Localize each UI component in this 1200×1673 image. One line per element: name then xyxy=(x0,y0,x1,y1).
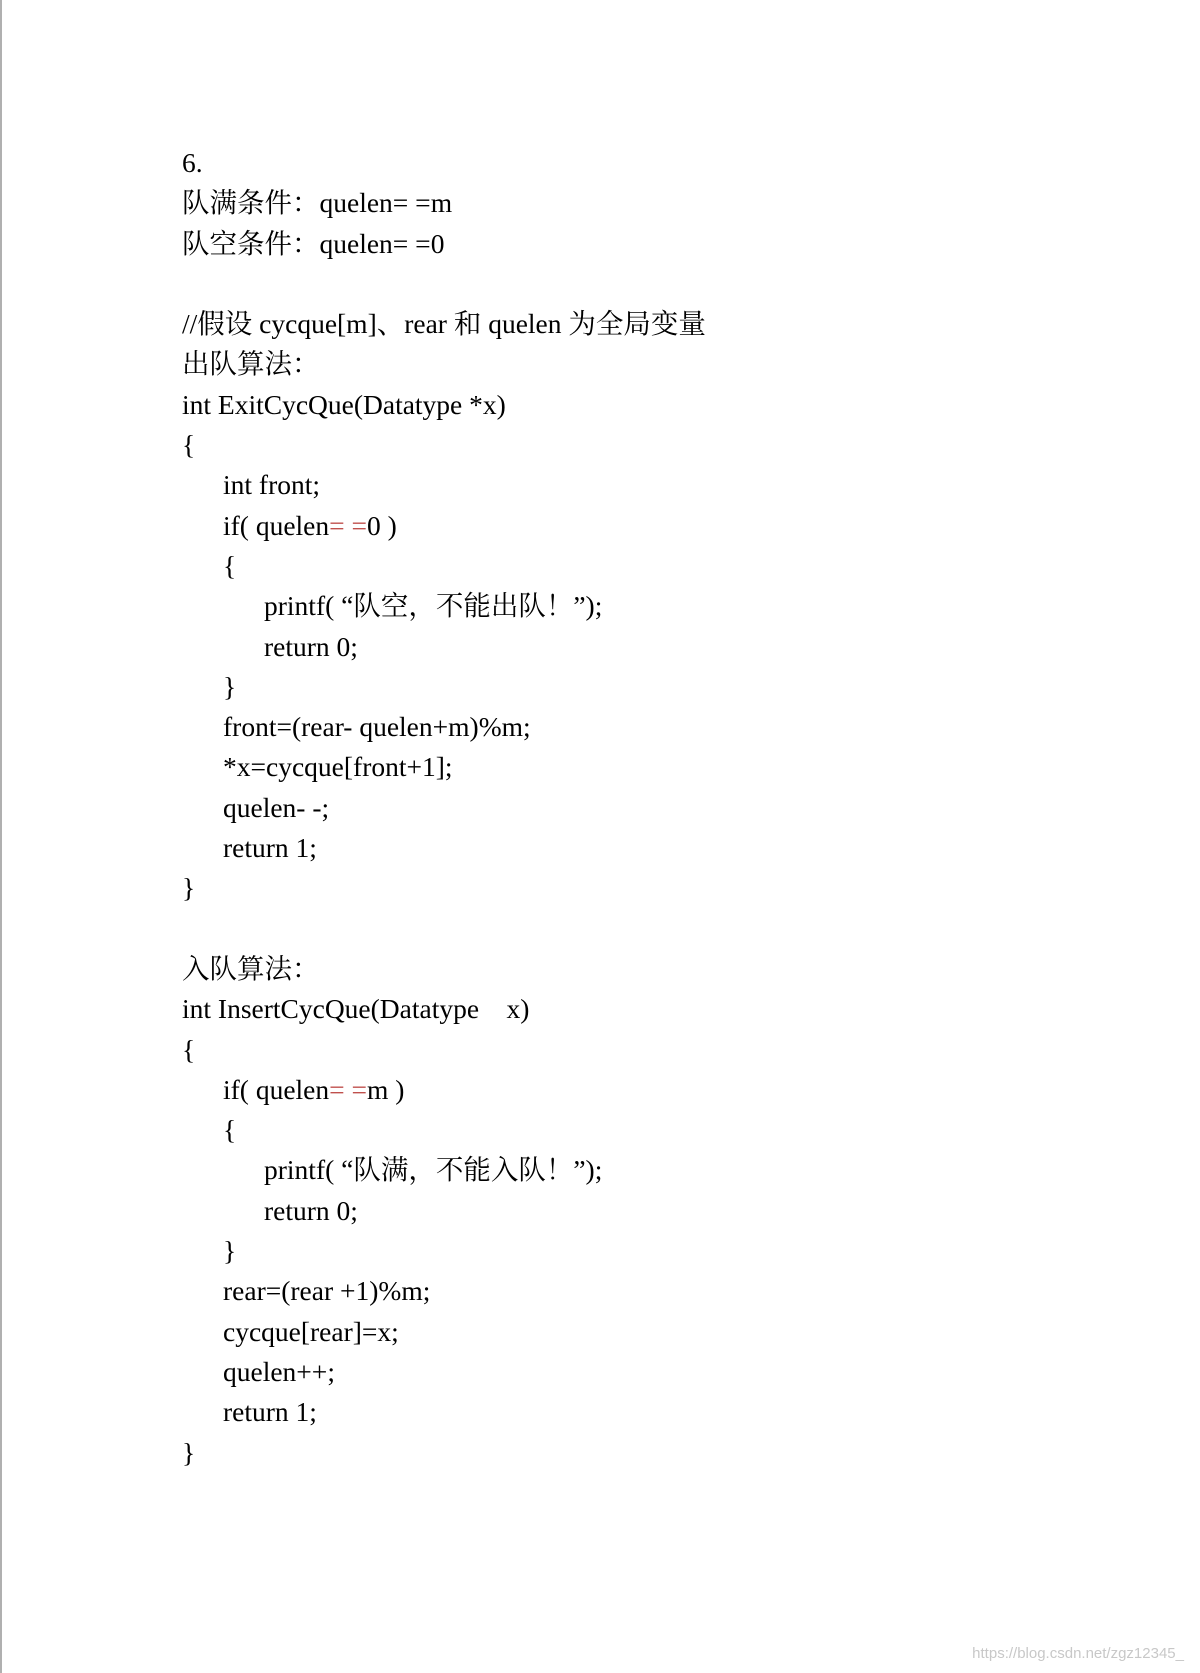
blank-line xyxy=(182,264,1142,304)
dequeue-if-close-brace: } xyxy=(223,670,237,702)
document-page xyxy=(182,143,1142,1473)
blank-line xyxy=(182,909,1142,949)
enqueue-error-return: return 0; xyxy=(264,1194,358,1226)
dequeue-close-brace: } xyxy=(182,872,196,904)
if-condition-tail: 0 ) xyxy=(367,509,397,541)
enqueue-close-brace: } xyxy=(182,1436,196,1468)
enqueue-if-open-brace: { xyxy=(223,1114,237,1146)
if-condition-head: if( quelen xyxy=(223,1073,330,1105)
dequeue-declaration: int front; xyxy=(223,469,321,501)
dequeue-error-print: printf( “队空，不能出队！”); xyxy=(264,590,603,622)
source-watermark: https://blog.csdn.net/zgz12345_ xyxy=(972,1645,1184,1662)
dequeue-length-update: quelen- -; xyxy=(223,791,330,823)
dequeue-if-statement xyxy=(182,506,1142,546)
dequeue-open-brace: { xyxy=(182,429,196,461)
if-condition-head: if( quelen xyxy=(223,509,330,541)
global-variables-comment: //假设 cycque[m]、rear 和 quelen 为全局变量 xyxy=(182,308,706,340)
enqueue-success-return: return 1; xyxy=(223,1396,317,1428)
dequeue-title: 出队算法： xyxy=(182,348,320,380)
enqueue-error-print: printf( “队满，不能入队！”); xyxy=(264,1154,603,1186)
section-number: 6. xyxy=(182,147,203,178)
enqueue-signature: int InsertCycQue(Datatype x) xyxy=(182,993,530,1025)
enqueue-title: 入队算法： xyxy=(182,952,320,984)
dequeue-success-return: return 1; xyxy=(223,832,317,864)
dequeue-take-item: *x=cycque[front+1]; xyxy=(223,751,453,783)
dequeue-if-open-brace: { xyxy=(223,549,237,581)
if-equality-operator: = = xyxy=(329,509,368,541)
enqueue-if-statement xyxy=(182,1070,1142,1110)
page-edge-line xyxy=(0,0,2,1673)
enqueue-if-close-brace: } xyxy=(223,1235,237,1267)
if-condition-tail: m ) xyxy=(367,1073,405,1105)
enqueue-rear-calc: rear=(rear +1)%m; xyxy=(223,1275,431,1307)
dequeue-front-calc: front=(rear- quelen+m)%m; xyxy=(223,711,531,743)
enqueue-open-brace: { xyxy=(182,1033,196,1065)
dequeue-signature: int ExitCycQue(Datatype *x) xyxy=(182,388,506,420)
if-equality-operator: = = xyxy=(329,1073,368,1105)
enqueue-store-item: cycque[rear]=x; xyxy=(223,1315,399,1347)
queue-full-condition: 队满条件：quelen= =m xyxy=(182,187,453,219)
dequeue-error-return: return 0; xyxy=(264,630,358,662)
enqueue-length-update: quelen++; xyxy=(223,1355,335,1387)
queue-empty-condition: 队空条件：quelen= =0 xyxy=(182,227,445,259)
